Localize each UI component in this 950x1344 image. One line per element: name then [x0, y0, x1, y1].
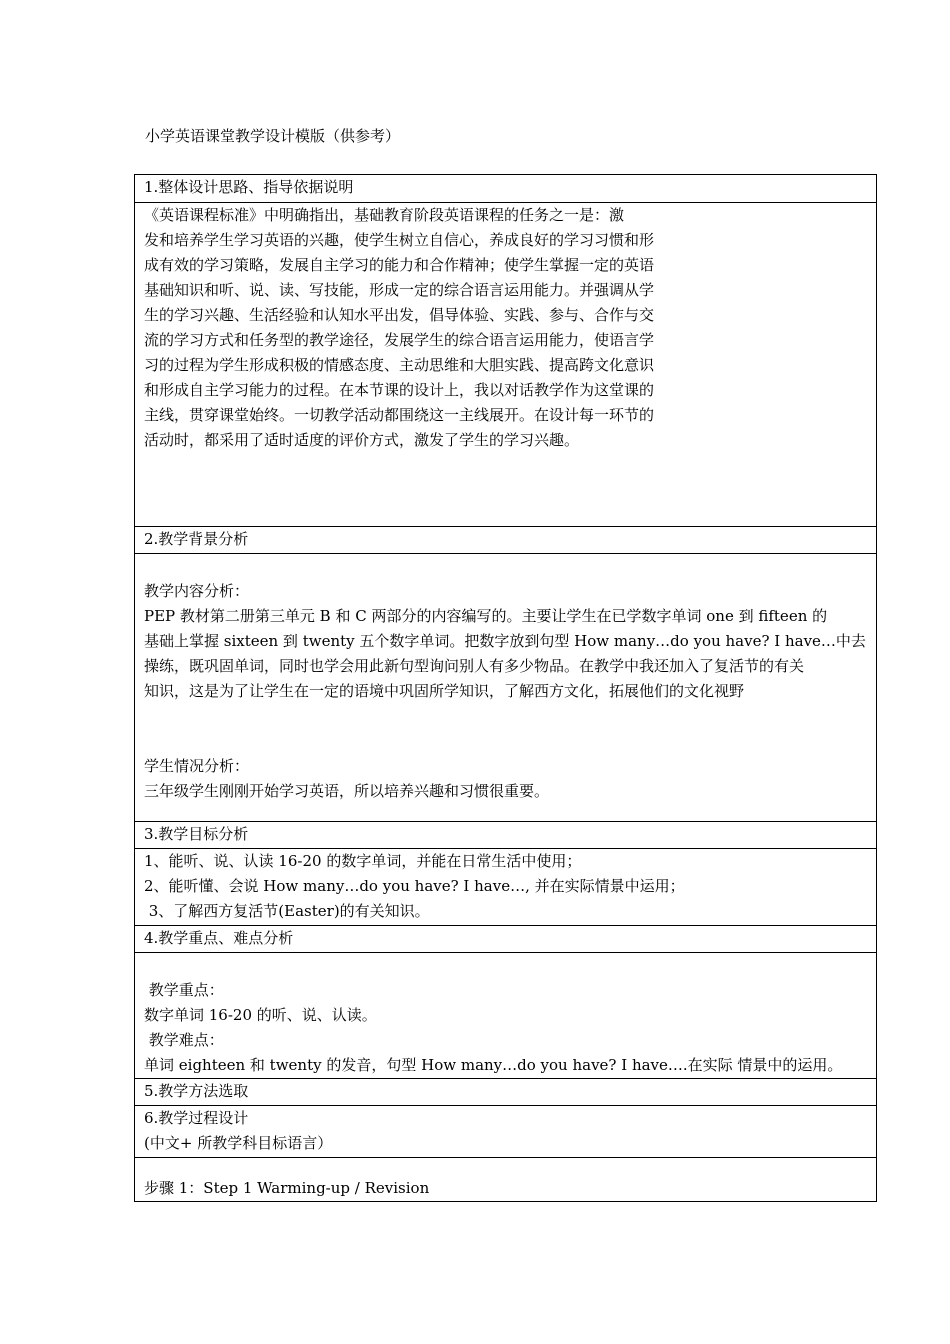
section-1-header-row — [135, 175, 877, 203]
content-analysis-line: 基础上掌握 sixteen 到 twenty 五个数字单词。把数字放到句型 How many…do you have? I have…中去 — [144, 632, 866, 650]
section-1-line: 活动时，都采用了适时适度的评价方式，激发了学生的学习兴趣。 — [144, 431, 580, 449]
section-3-header-row — [135, 822, 877, 849]
spacer — [144, 554, 876, 579]
section-3-body-row — [135, 849, 877, 926]
section-6-body-row — [135, 1158, 877, 1202]
section-6-header-cell — [135, 1106, 877, 1158]
section-2-header-row — [135, 527, 877, 554]
section-4-heading: 4.教学重点、难点分析 — [135, 926, 877, 953]
content-analysis-label: 教学内容分析： — [144, 582, 250, 600]
section-2-body-row — [135, 554, 877, 822]
section-1-body-row — [135, 203, 877, 527]
section-4-header-row — [135, 926, 877, 953]
difficulty-label: 教学难点： — [144, 1031, 224, 1049]
spacer — [144, 953, 876, 978]
content-analysis-line: PEP 教材第二册第三单元 B 和 C 两部分的内容编写的。主要让学生在已学数字单词 one 到 fifteen 的 — [144, 607, 828, 625]
section-1-line: 流的学习方式和任务型的教学途径，发展学生的综合语言运用能力，使语言学 — [144, 331, 655, 349]
key-point-label: 教学重点： — [144, 981, 224, 999]
section-6-body — [135, 1158, 877, 1202]
content-analysis-line: 操练，既巩固单词，同时也学会用此新句型询问别人有多少物品。在教学中我还加入了复活节的有关 — [144, 657, 805, 675]
document-title: 小学英语课堂教学设计模版（供参考） — [145, 127, 401, 145]
section-1-line: 主线，贯穿课堂始终。一切教学活动都围绕这一主线展开。在设计每一环节的 — [144, 406, 655, 424]
section-6-heading: 6.教学过程设计 — [144, 1109, 249, 1127]
section-1-heading: 1.整体设计思路、指导依据说明 — [135, 175, 877, 203]
goal-item: 1、能听、说、认读 16-20 的数字单词，并能在日常生活中使用； — [144, 852, 582, 870]
section-2-body — [135, 554, 877, 822]
section-3-body — [135, 849, 877, 926]
step-1-label: 步骤 1：Step 1 Warming-up / Revision — [144, 1179, 430, 1197]
content-analysis-line: 知识，这是为了让学生在一定的语境中巩固所学知识，了解西方文化，拓展他们的文化视野 — [144, 682, 745, 700]
section-5-header-row — [135, 1079, 877, 1106]
key-point-line: 数字单词 16-20 的听、说、认读。 — [144, 1006, 377, 1024]
section-4-body — [135, 953, 877, 1079]
lesson-plan-table — [134, 174, 877, 1202]
section-1-line: 成有效的学习策略，发展自主学习的能力和合作精神；使学生掌握一定的英语 — [144, 256, 655, 274]
section-1-line: 生的学习兴趣、生活经验和认知水平出发，倡导体验、实践、参与、合作与交 — [144, 306, 655, 324]
section-6-subheading: (中文+ 所教学科目标语言） — [144, 1134, 333, 1152]
difficulty-line: 单词 eighteen 和 twenty 的发音，句型 How many…do you have? I have….在实际 情景中的运用。 — [144, 1056, 843, 1074]
section-1-line: 习的过程为学生形成积极的情感态度、主动思维和大胆实践、提高跨文化意识 — [144, 356, 655, 374]
section-1-line: 发和培养学生学习英语的兴趣，使学生树立自信心，养成良好的学习习惯和形 — [144, 231, 655, 249]
section-4-body-row — [135, 953, 877, 1079]
goal-item: 2、能听懂、会说 How many…do you have? I have…, 并在实际情景中运用； — [144, 877, 685, 895]
section-1-line: 和形成自主学习能力的过程。在本节课的设计上，我以对话教学作为这堂课的 — [144, 381, 655, 399]
section-1-line: 基础知识和听、说、读、写技能，形成一定的综合语言运用能力。并强调从学 — [144, 281, 655, 299]
section-6-header-row — [135, 1106, 877, 1158]
spacer — [144, 1158, 876, 1176]
spacer — [144, 729, 876, 754]
section-1-line: 《英语课程标准》中明确指出，基础教育阶段英语课程的任务之一是：激 — [144, 206, 625, 224]
student-analysis-line: 三年级学生刚刚开始学习英语，所以培养兴趣和习惯很重要。 — [144, 782, 550, 800]
section-3-heading: 3.教学目标分析 — [135, 822, 877, 849]
goal-item: 3、了解西方复活节(Easter)的有关知识。 — [144, 902, 430, 920]
spacer — [144, 704, 876, 729]
section-1-body — [135, 203, 877, 527]
section-2-heading: 2.教学背景分析 — [135, 527, 877, 554]
section-5-heading: 5.教学方法选取 — [135, 1079, 877, 1106]
student-analysis-label: 学生情况分析： — [144, 757, 250, 775]
